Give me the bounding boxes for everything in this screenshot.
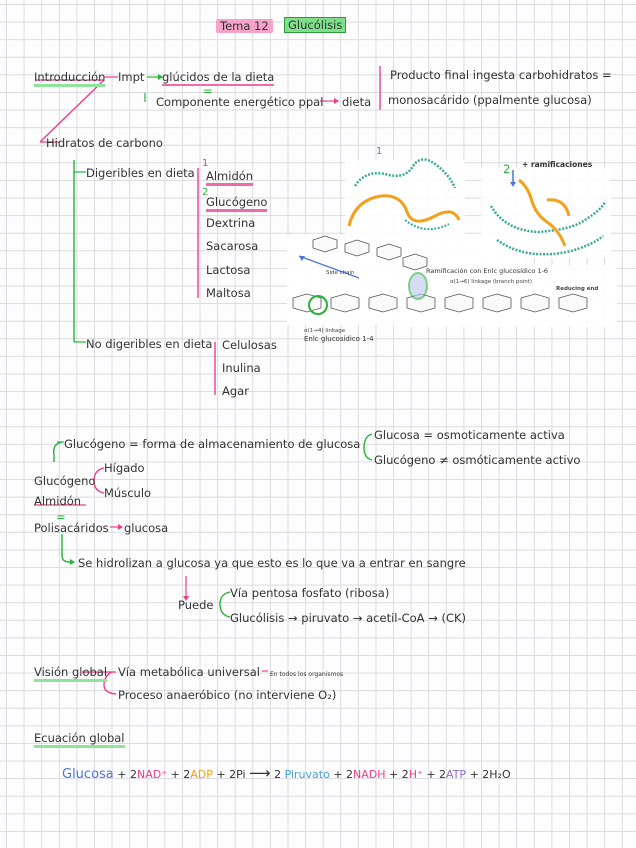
intro-heading: Introducción: [34, 70, 105, 87]
glucogeno-musculo: Músculo: [104, 486, 152, 500]
eq-nad: NAD⁺: [136, 768, 168, 781]
eq-coef-h: 2: [401, 768, 409, 781]
eq-nadh: NADH: [353, 768, 386, 781]
figure-enlace-label: Enlc glucosídico 1-4: [304, 335, 374, 343]
intro-glucidos: glúcidos de la dieta: [162, 70, 275, 84]
digeribles-item-glucogeno: Glucógeno: [206, 195, 267, 212]
eq-coef-nadh: 2: [346, 768, 354, 781]
glucogeno-label: Glucógeno: [34, 474, 96, 488]
vision-proceso: Proceso anaeróbico (no interviene O₂): [118, 688, 337, 702]
figure-num2: 2: [503, 162, 511, 176]
eq-coef-nad: 2: [129, 768, 137, 781]
vision-todos: En todos los organismos: [270, 671, 344, 678]
glucogeno-activo: Glucógeno ≠ osmóticamente activo: [374, 453, 581, 467]
hidrolizan-text: Se hidrolizan a glucosa ya que esto es lo que va a entrar en sangre: [78, 556, 466, 570]
eq-adp: ADP: [190, 768, 213, 781]
glucogeno-higado: Hígado: [104, 461, 145, 475]
glucolisis-path: Glucólisis → piruvato → acetil-CoA → (CK): [230, 611, 467, 625]
intro-producto-line2: monosacárido (ppalmente glucosa): [388, 93, 592, 107]
eq-h: H⁺: [408, 768, 423, 781]
digeribles-item-almidon: Almidón: [206, 169, 253, 186]
ecuacion-formula: [62, 766, 511, 782]
polisacaridos-label: Polisacáridos: [34, 521, 109, 535]
figure-branch-point: α(1→6) linkage (branch point): [450, 279, 533, 285]
digeribles-item-sacarosa: Sacarosa: [206, 239, 259, 253]
no-digeribles-item-celulosas: Celulosas: [222, 338, 277, 352]
figure-reducing-end: Reducing end: [556, 286, 599, 292]
eq-atp: ATP: [446, 768, 467, 781]
eq-plus-5: +: [389, 768, 399, 781]
eq-coef-adp: 2: [183, 768, 191, 781]
eq-arrow: ⟶: [249, 764, 271, 782]
intro-impt: Impt: [118, 70, 145, 84]
eq-coef-atp: 2: [439, 768, 447, 781]
eq-plus-4: +: [333, 768, 343, 781]
puede-label: Puede: [178, 598, 214, 612]
digeribles-num1: 1: [202, 158, 209, 169]
intro-producto-line1: Producto final ingesta carbohidratos =: [390, 68, 612, 82]
almidon-label: Almidón: [34, 494, 82, 508]
no-digeribles-item-inulina: Inulina: [222, 361, 261, 375]
figure-num1: 1: [376, 146, 383, 157]
eq-pi: 2Pi: [229, 768, 246, 781]
digeribles-item-maltosa: Maltosa: [206, 286, 251, 300]
almidon-equals: =: [56, 510, 66, 524]
intro-equals: =: [203, 84, 213, 98]
intro-componente: Componente energético ppal: [156, 95, 324, 109]
eq-coef-piruvato: 2: [274, 768, 282, 781]
eq-plus-1: +: [117, 768, 127, 781]
glucosa-activa: Glucosa = osmoticamente activa: [374, 428, 565, 442]
eq-glucosa: Glucosa: [62, 767, 114, 782]
eq-plus-6: +: [426, 768, 436, 781]
title-tema: Tema 12: [216, 19, 273, 33]
title-topic: Glucólisis: [284, 18, 346, 32]
no-digeribles-item-agar: Agar: [222, 384, 249, 398]
digeribles-label: Digeribles en dieta: [86, 166, 195, 180]
eq-plus-3: +: [216, 768, 226, 781]
digeribles-num2: 2: [202, 187, 209, 198]
vision-heading: Visión global: [34, 665, 107, 682]
intro-dieta: dieta: [342, 95, 372, 109]
figure-linkage-14: α(1→4) linkage: [304, 328, 346, 334]
eq-plus-7: +: [469, 768, 479, 781]
figure-side-chain: Side chain: [326, 270, 355, 276]
no-digeribles-label: No digeribles en dieta: [86, 337, 213, 351]
polisacaridos-glucosa: glucosa: [124, 521, 169, 535]
digeribles-item-lactosa: Lactosa: [206, 263, 251, 277]
vision-via: Vía metabólica universal: [118, 665, 260, 679]
via-pentosa: Vía pentosa fosfato (ribosa): [230, 586, 390, 600]
eq-h2o: 2H₂O: [482, 768, 511, 781]
figure-ramificaciones: + ramificaciones: [522, 160, 593, 169]
eq-piruvato: Piruvato: [284, 768, 330, 781]
ecuacion-heading: Ecuación global: [34, 731, 125, 748]
digeribles-item-dextrina: Dextrina: [206, 216, 256, 230]
figure-ramificacion-label: Ramificación con Enlc glucosídico 1-6: [426, 267, 549, 275]
eq-plus-2: +: [170, 768, 180, 781]
hidratos-heading: Hidratos de carbono: [46, 136, 163, 150]
glucogeno-forma: Glucógeno = forma de almacenamiento de glucosa: [64, 437, 361, 451]
